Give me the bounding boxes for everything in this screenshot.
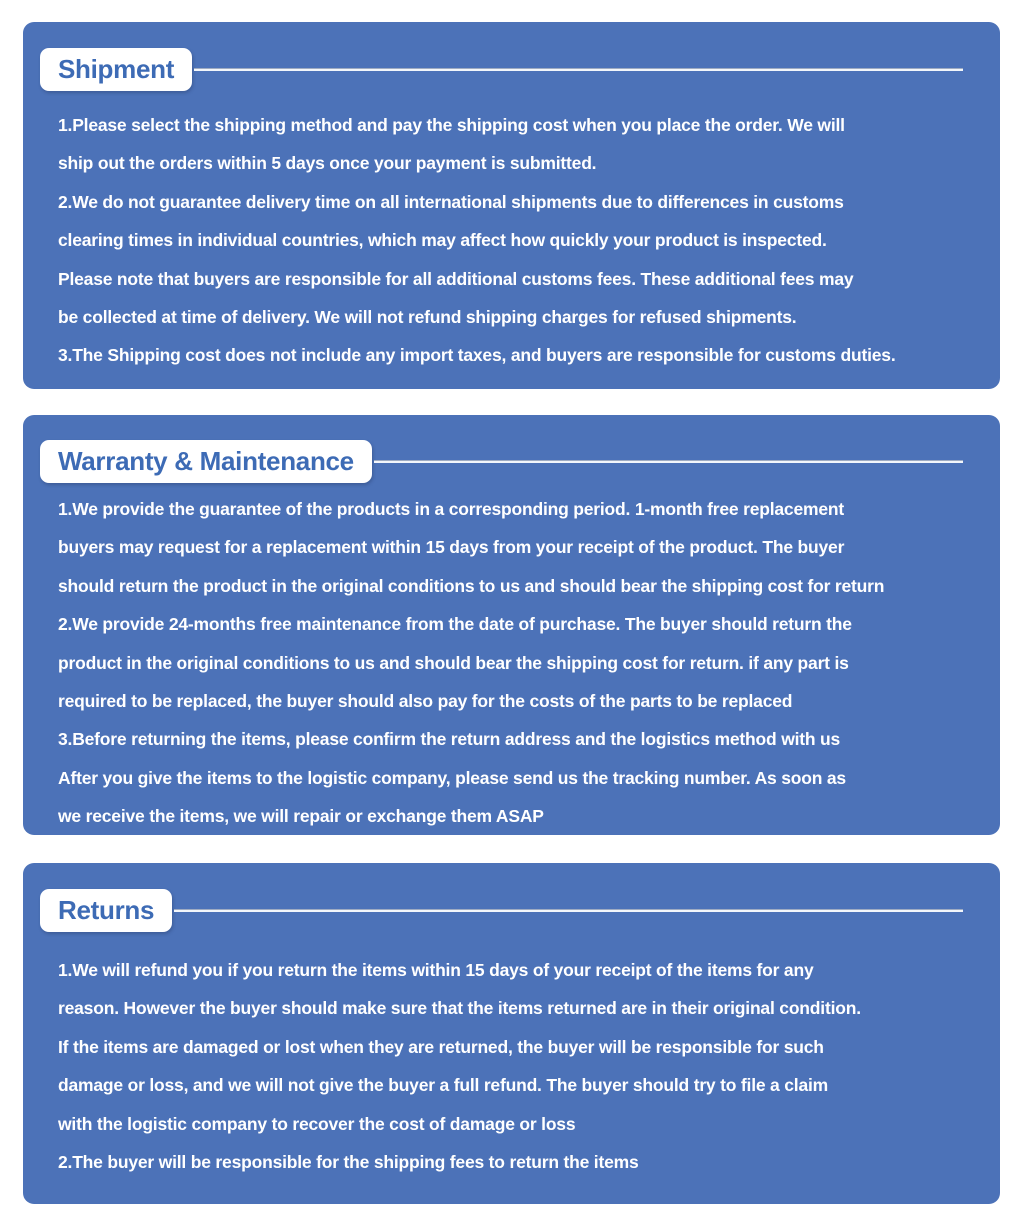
section-title-badge: Warranty & Maintenance [40,440,372,483]
text-line: 2.The buyer will be responsible for the shipping fees to return the items [58,1152,639,1173]
section-header [40,48,963,91]
section-shipment [23,22,1000,389]
text-line: we receive the items, we will repair or exchange them ASAP [58,806,544,827]
text-line: reason. However the buyer should make sure that the items returned are in their original condition. [58,998,861,1019]
section-body [23,106,1000,375]
text-line: product in the original conditions to us and should bear the shipping cost for return. if any part is [58,652,849,673]
text-line: with the logistic company to recover the cost of damage or loss [58,1113,576,1134]
text-line: 3.Before returning the items, please confirm the return address and the logistics method with us [58,729,841,750]
text-line: 2.We provide 24-months free maintenance from the date of purchase. The buyer should return the [58,614,852,635]
text-line: ship out the orders within 5 days once your payment is submitted. [58,153,597,174]
text-line: damage or loss, and we will not give the buyer a full refund. The buyer should try to file a claim [58,1075,828,1096]
section-warranty-maintenance [23,415,1000,835]
text-line: buyers may request for a replacement within 15 days from your receipt of the product. The buyer [58,537,845,558]
section-body [23,951,1000,1181]
section-header [40,889,963,932]
title-rule [194,68,963,71]
text-line: clearing times in individual countries, which may affect how quickly your product is inspected. [58,230,827,251]
text-line: Please note that buyers are responsible for all additional customs fees. These additional fees may [58,268,854,289]
text-line: should return the product in the original conditions to us and should bear the shipping cost for return [58,575,885,596]
text-line: 2.We do not guarantee delivery time on all international shipments due to differences in customs [58,191,844,212]
section-header [40,440,963,483]
text-line: be collected at time of delivery. We will not refund shipping charges for refused shipments. [58,307,797,328]
title-rule [374,460,963,463]
text-line: If the items are damaged or lost when they are returned, the buyer will be responsible for such [58,1036,824,1057]
text-line: 3.The Shipping cost does not include any import taxes, and buyers are responsible for customs duties. [58,345,896,366]
section-title-badge: Shipment [40,48,192,91]
text-line: After you give the items to the logistic company, please send us the tracking number. As soon as [58,767,846,788]
text-line: 1.We will refund you if you return the items within 15 days of your receipt of the items for any [58,960,814,980]
text-line: required to be replaced, the buyer should also pay for the costs of the parts to be replaced [58,691,793,712]
title-rule [174,909,963,912]
section-title-badge: Returns [40,889,172,932]
section-returns [23,863,1000,1204]
text-line: 1.Please select the shipping method and pay the shipping cost when you place the order. We will [58,115,845,135]
section-body [23,490,1000,836]
text-line: 1.We provide the guarantee of the products in a corresponding period. 1-month free replacement [58,499,845,519]
